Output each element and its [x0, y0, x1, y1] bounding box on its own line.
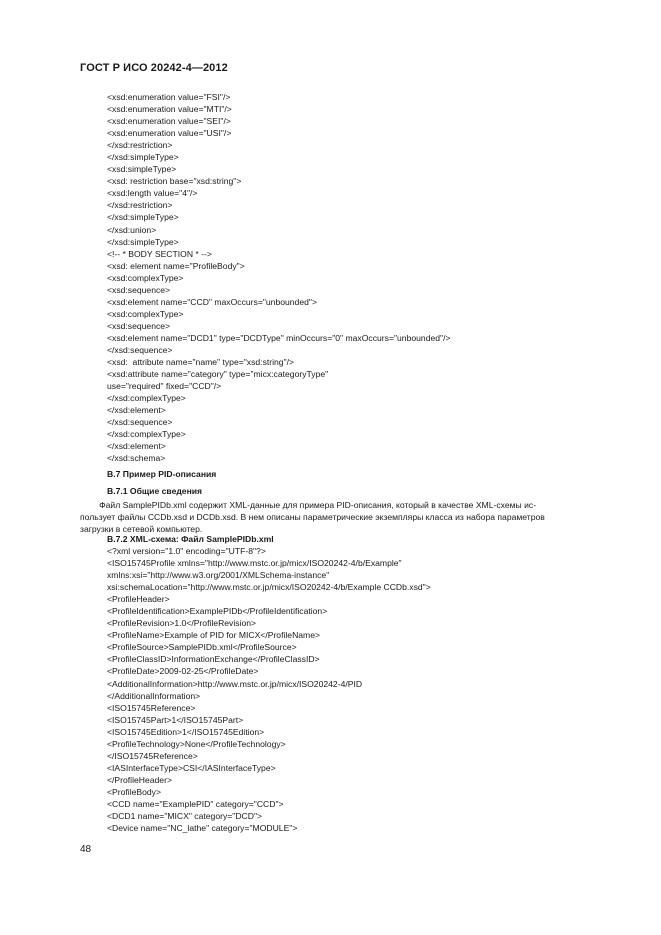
code-line: <Device name="NC_lathe" category="MODULE"> [107, 823, 298, 834]
code-line: xmlns:xsi="http://www.w3.org/2001/XMLSchema-instance" [107, 570, 330, 581]
page-number: 48 [80, 844, 92, 855]
code-line: <ISO15745Profile xmlns="http://www.mstc.or.jp/micx/ISO20242-4/b/Example" [107, 558, 402, 569]
xml-code-block [107, 545, 431, 834]
code-line: </xsd:union> [107, 224, 157, 235]
code-line: </xsd:sequence> [107, 344, 173, 355]
code-line: <ProfileTechnology>None</ProfileTechnology> [107, 738, 286, 749]
code-line: <CCD name="ExamplePID" category="CCD"> [107, 798, 284, 809]
code-line: </xsd:simpleType> [107, 152, 179, 163]
code-line: <xsd:enumeration value="FSI"/> [107, 92, 231, 102]
code-line: </xsd:element> [107, 405, 166, 416]
section-heading-b7: B.7 Пример PID-описания [107, 469, 217, 479]
code-line: <xsd:complexType> [107, 308, 184, 319]
code-line: <xsd:sequence> [107, 284, 171, 295]
code-line: <ProfileClassID>InformationExchange</ProfileClassID> [107, 654, 320, 665]
code-line: </AdditionalInformation> [107, 690, 201, 701]
code-line: </xsd:schema> [107, 453, 166, 464]
code-line: <!-- * BODY SECTION * --> [107, 248, 212, 259]
code-line: <?xml version="1.0" encoding="UTF-8"?> [107, 546, 266, 556]
code-line: <xsd: attribute name="name" type="xsd:string"/> [107, 357, 295, 368]
code-line: </xsd:restriction> [107, 200, 173, 211]
code-line: </xsd:restriction> [107, 140, 173, 151]
code-line: <xsd:enumeration value="MTI"/> [107, 104, 232, 115]
code-line: <xsd:element name="CCD" maxOccurs="unbounded"> [107, 296, 317, 307]
section-heading-b7-2: B.7.2 XML-схема: Файл SamplePIDb.xml [107, 534, 274, 544]
code-line: <xsd:element name="DCD1" type="DCDType" minOccurs="0" maxOccurs="unbounded"/> [107, 332, 451, 343]
code-line: </xsd:sequence> [107, 417, 173, 428]
section-heading-b7-1: B.7.1 Общие сведения [107, 486, 203, 496]
code-line: <xsd:complexType> [107, 272, 184, 283]
code-line: <ProfileBody> [107, 786, 161, 797]
code-line: <xsd:sequence> [107, 320, 171, 331]
code-line: <xsd:length value="4"/> [107, 188, 198, 199]
code-line: <ProfileIdentification>ExamplePIDb</ProfileIdentification> [107, 606, 328, 617]
code-line: <ProfileHeader> [107, 594, 170, 605]
code-line: <DCD1 name="MICX" category="DCD"> [107, 811, 263, 822]
code-line: <xsd:simpleType> [107, 164, 177, 175]
code-line: </xsd:complexType> [107, 393, 186, 404]
code-line: <ProfileName>Example of PID for MICX</ProfileName> [107, 630, 321, 641]
paragraph-line: Файл SamplePIDb.xml содержит XML-данные для примера PID-описания, который в качестве XML-схемы ис- [80, 500, 537, 510]
code-line: <ISO15745Part>1</ISO15745Part> [107, 714, 244, 725]
code-line: </xsd:simpleType> [107, 212, 179, 223]
code-line: <xsd:attribute name="category" type="micx:categoryType" [107, 369, 329, 380]
description-paragraph [80, 499, 620, 535]
code-line: <ProfileDate>2009-02-25</ProfileDate> [107, 666, 259, 677]
code-line: <IASInterfaceType>CSI</IASInterfaceType> [107, 762, 276, 773]
code-line: <xsd: element name="ProfileBody"> [107, 260, 245, 271]
code-line: <xsd:enumeration value="SEI"/> [107, 116, 231, 127]
code-line: <ISO15745Reference> [107, 702, 196, 713]
code-line: </xsd:simpleType> [107, 236, 179, 247]
code-line: <ProfileSource>SamplePIDb.xml</ProfileSource> [107, 642, 297, 653]
code-line: <xsd: restriction base="xsd:string"> [107, 176, 242, 187]
code-line: <ProfileRevision>1.0</ProfileRevision> [107, 618, 257, 629]
code-line: <xsd:enumeration value="USI"/> [107, 128, 232, 139]
paragraph-line: загрузки в сетевой компьютер. [80, 524, 203, 535]
code-line: </xsd:element> [107, 441, 166, 452]
document-header-title: ГОСТ Р ИСО 20242-4—2012 [80, 62, 228, 74]
code-line: </ProfileHeader> [107, 774, 172, 785]
code-line: </xsd:complexType> [107, 429, 186, 440]
paragraph-line: пользует файлы CCDb.xsd и DCDb.xsd. В нем описаны параметрические экземпляры класса из набора параметров [80, 512, 545, 523]
xsd-code-block [107, 91, 451, 464]
code-line: <AdditionalInformation>http://www.mstc.or.jp/micx/ISO20242-4/PID [107, 678, 363, 689]
code-line: use="required" fixed="CCD"/> [107, 381, 222, 392]
code-line: xsi:schemaLocation="http://www.mstc.or.jp/micx/ISO20242-4/b/Example CCDb.xsd"> [107, 582, 431, 593]
code-line: <ISO15745Edition>1</ISO15745Edition> [107, 726, 265, 737]
code-line: </ISO15745Reference> [107, 750, 198, 761]
